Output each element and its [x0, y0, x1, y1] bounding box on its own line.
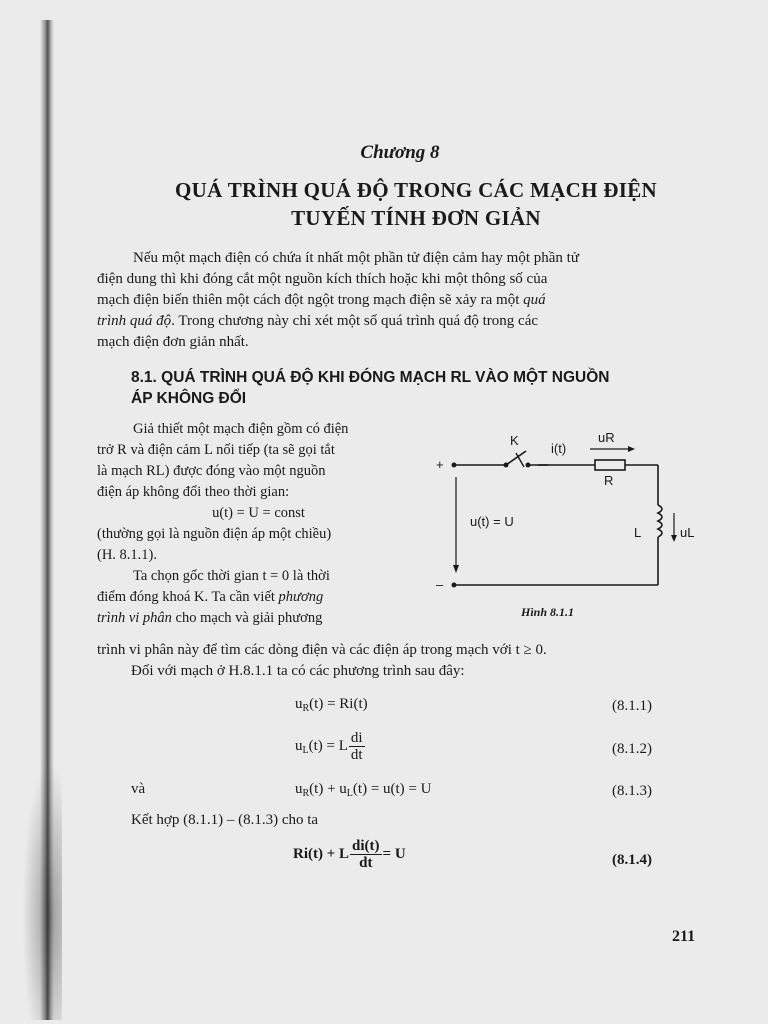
equation-prefix: và	[131, 781, 146, 797]
text-line: điểm đóng khoá K. Ta cần viết phương	[97, 589, 324, 605]
source-label: u(t) = U	[470, 514, 514, 529]
text-line: trở R và điện cảm L nối tiếp (ta sẽ gọi tắt	[97, 442, 335, 458]
section-heading-line1: 8.1. QUÁ TRÌNH QUÁ ĐỘ KHI ĐÓNG MẠCH RL VÀO MỘT NGUỒN	[131, 369, 610, 386]
resistor-label: R	[604, 473, 614, 488]
text-line: (thường gọi là nguồn điện áp một chiều)	[97, 526, 332, 542]
equation-8-1-4: Ri(t) + L $\frac{di(t)}{dt}$ = U	[293, 838, 406, 871]
section-heading-line2: ÁP KHÔNG ĐỔI	[131, 390, 247, 407]
equation-8-1-1: $u_R(t) = Ri(t)$	[295, 696, 368, 714]
switch-label: K	[510, 433, 519, 448]
text-line: (H. 8.1.1).	[97, 547, 158, 563]
intro-paragraph	[97, 248, 701, 353]
text-line: là mạch RL) được đóng vào một nguồn	[97, 463, 326, 479]
text-line: Giả thiết một mạch điện gồm có điện	[133, 421, 349, 437]
equation-number: (8.1.1)	[612, 698, 652, 714]
current-label: i(t)	[551, 441, 567, 456]
text-line: trình vi phân này để tìm các dòng điện và các điện áp trong mạch với t ≥ 0.	[97, 642, 547, 658]
intro-line: trình quá độ. Trong chương này chỉ xét một số quá trình quá độ trong các	[97, 313, 539, 329]
chapter-label: Chương 8	[360, 142, 440, 163]
intro-line: điện dung thì khi đóng cắt một nguồn kích thích hoặc khi một thông số của	[97, 271, 548, 287]
minus-sign: –	[436, 577, 444, 592]
inductor-voltage-label: uL	[680, 525, 695, 540]
resistor-voltage-label: uR	[598, 430, 615, 445]
figure-caption: Hình 8.1.1	[521, 605, 575, 619]
inductor-label: L	[634, 525, 642, 540]
chapter-title-line2: TUYẾN TÍNH ĐƠN GIẢN	[291, 206, 541, 230]
equation-8-1-2: $u_L(t) = L$ $\frac{di}{dt}$	[295, 730, 363, 763]
plus-sign: +	[436, 457, 444, 472]
equation-8-1-3: $u_R(t) + u_L(t) = u(t) = U$	[295, 781, 432, 799]
body-text	[97, 640, 701, 682]
text-line: Đối với mạch ở H.8.1.1 ta có các phương trình sau đây:	[131, 663, 465, 679]
switch-icon	[506, 451, 526, 467]
rl-circuit-diagram	[430, 425, 720, 595]
intro-line: mạch điện đơn giản nhất.	[97, 334, 249, 350]
left-column-text	[97, 419, 420, 629]
page-number: 211	[672, 928, 696, 945]
intro-line: Nếu một mạch điện có chứa ít nhất một phần tử điện cảm hay một phần tử	[133, 250, 579, 266]
intro-line: mạch điện biến thiên một cách đột ngột trong mạch điện sẽ xảy ra một quá	[97, 292, 546, 308]
inductor-icon	[658, 505, 662, 537]
equation-number: (8.1.3)	[612, 783, 652, 799]
text-line: trình vi phân cho mạch và giải phương	[97, 610, 323, 626]
chapter-title-line1: QUÁ TRÌNH QUÁ ĐỘ TRONG CÁC MẠCH ĐIỆN	[175, 178, 657, 202]
binding-shadow-bottom	[22, 760, 62, 1020]
combine-text: Kết hợp (8.1.1) – (8.1.3) cho ta	[131, 812, 319, 828]
text-line: điện áp không đổi theo thời gian:	[97, 484, 290, 500]
equation-number: (8.1.4)	[612, 852, 652, 868]
resistor-icon	[595, 460, 625, 470]
text-line: Ta chọn gốc thời gian t = 0 là thời	[133, 568, 330, 584]
source-equation: u(t) = U = const	[212, 505, 305, 521]
equation-number: (8.1.2)	[612, 741, 652, 757]
